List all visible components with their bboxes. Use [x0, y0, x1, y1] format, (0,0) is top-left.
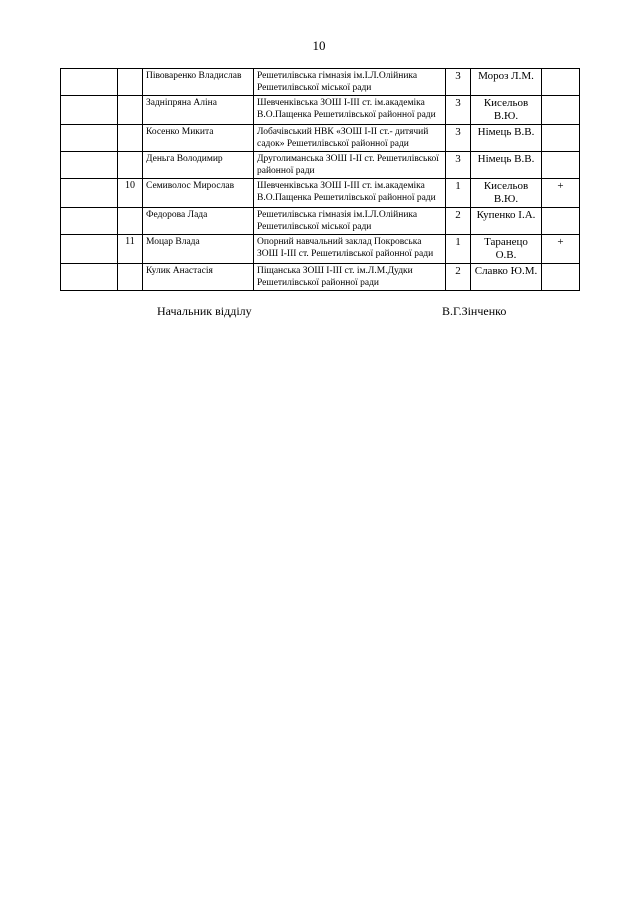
class-number: 3 — [446, 96, 471, 125]
participant-name: Задніпряна Аліна — [143, 96, 254, 125]
school-name: Лобачівський НВК «ЗОШ І-ІІ ст.- дитячий садок» Решетилівської районної ради — [254, 125, 446, 152]
table-row — [61, 152, 580, 179]
row-number — [118, 69, 143, 96]
table-row — [61, 179, 580, 208]
empty-cell — [61, 208, 118, 235]
mark-cell — [542, 208, 580, 235]
school-name: Решетилівська гімназія ім.І.Л.Олійника Решетилівської міської ради — [254, 208, 446, 235]
participant-name: Семиволос Мирослав — [143, 179, 254, 208]
participant-name: Косенко Микита — [143, 125, 254, 152]
table-row — [61, 208, 580, 235]
empty-cell — [61, 96, 118, 125]
school-name: Решетилівська гімназія ім.І.Л.Олійника Решетилівської міської ради — [254, 69, 446, 96]
page-number: 10 — [312, 38, 326, 53]
class-number: 3 — [446, 125, 471, 152]
class-number: 3 — [446, 69, 471, 96]
row-number — [118, 264, 143, 291]
signatory-position: Начальник відділу — [157, 304, 252, 318]
class-number: 1 — [446, 235, 471, 264]
mark-cell — [542, 96, 580, 125]
school-name: Піщанська ЗОШ І-ІІІ ст. ім.Л.М.Дудки Решетилівської районної ради — [254, 264, 446, 291]
table-row — [61, 125, 580, 152]
teacher-name: Таранецо О.В. — [471, 235, 542, 264]
class-number: 1 — [446, 179, 471, 208]
table-row — [61, 96, 580, 125]
row-number: 11 — [118, 235, 143, 264]
empty-cell — [61, 264, 118, 291]
row-number — [118, 125, 143, 152]
teacher-name: Німець В.В. — [471, 125, 542, 152]
empty-cell — [61, 179, 118, 208]
table-row — [61, 69, 580, 96]
results-table — [60, 68, 580, 291]
empty-cell — [61, 125, 118, 152]
row-number — [118, 152, 143, 179]
participant-name: Півоваренко Владислав — [143, 69, 254, 96]
teacher-name: Купенко І.А. — [471, 208, 542, 235]
participant-name: Федорова Лада — [143, 208, 254, 235]
teacher-name: Кисельов В.Ю. — [471, 179, 542, 208]
table-row — [61, 264, 580, 291]
school-name: Шевченківська ЗОШ І-ІІІ ст. ім.академіка В.О.Пащенка Решетилівської районної ради — [254, 96, 446, 125]
mark-cell — [542, 125, 580, 152]
teacher-name: Кисельов В.Ю. — [471, 96, 542, 125]
mark-cell: + — [542, 179, 580, 208]
signatory-name: В.Г.Зінченко — [442, 304, 507, 318]
school-name: Друголиманська ЗОШ І-ІІ ст. Решетилівської районної ради — [254, 152, 446, 179]
school-name: Шевченківська ЗОШ І-ІІІ ст. ім.академіка В.О.Пащенка Решетилівської районної ради — [254, 179, 446, 208]
class-number: 3 — [446, 152, 471, 179]
mark-cell — [542, 264, 580, 291]
participant-name: Моцар Влада — [143, 235, 254, 264]
mark-cell: + — [542, 235, 580, 264]
table-row — [61, 235, 580, 264]
teacher-name: Славко Ю.М. — [471, 264, 542, 291]
row-number — [118, 208, 143, 235]
empty-cell — [61, 235, 118, 264]
class-number: 2 — [446, 208, 471, 235]
class-number: 2 — [446, 264, 471, 291]
mark-cell — [542, 152, 580, 179]
empty-cell — [61, 69, 118, 96]
school-name: Опорний навчальний заклад Покровська ЗОШ І-ІІІ ст. Решетилівської районної ради — [254, 235, 446, 264]
teacher-name: Німець В.В. — [471, 152, 542, 179]
mark-cell — [542, 69, 580, 96]
teacher-name: Мороз Л.М. — [471, 69, 542, 96]
participant-name: Деньга Володимир — [143, 152, 254, 179]
row-number — [118, 96, 143, 125]
row-number: 10 — [118, 179, 143, 208]
empty-cell — [61, 152, 118, 179]
participant-name: Кулик Анастасія — [143, 264, 254, 291]
